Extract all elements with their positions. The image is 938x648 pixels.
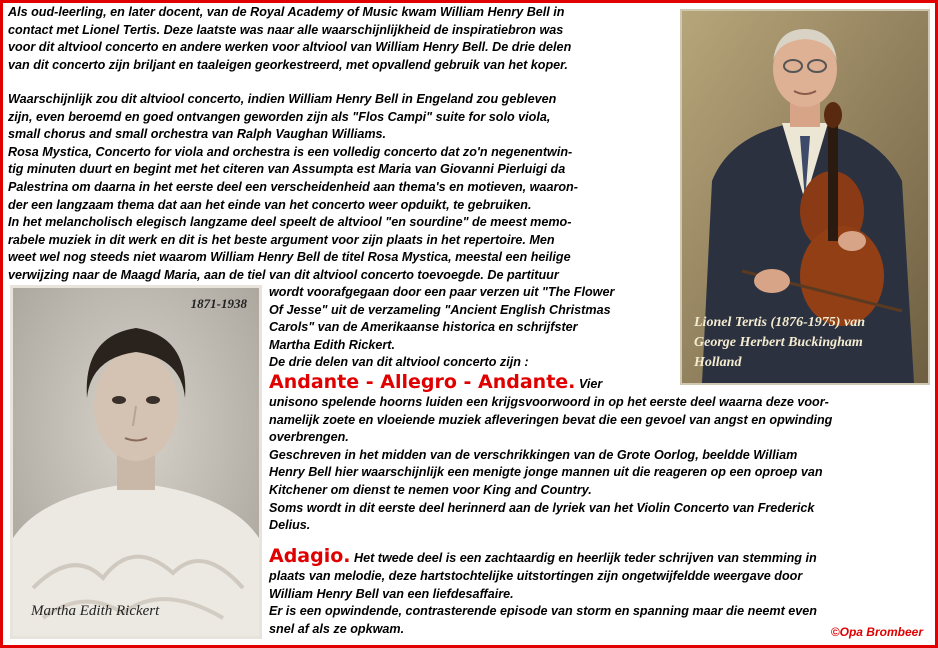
text-line: der een langzaam thema dat aan het einde van het concerto weer opduikt, te gebruiken. — [8, 197, 532, 212]
section-first-words: Vier — [575, 377, 603, 391]
caption-line: Lionel Tertis (1876-1975) van — [694, 315, 865, 330]
section-andante — [269, 370, 832, 535]
section-heading: Adagio. — [269, 545, 351, 567]
text-line: Geschreven in het midden van de verschrikkingen van de Grote Oorlog, beeldde William — [269, 447, 798, 462]
rickert-caption: Martha Edith Rickert — [31, 603, 160, 619]
copyright-notice: ©Opa Brombeer — [830, 625, 923, 639]
text-line: Als oud-leerling, en later docent, van de Royal Academy of Music kwam William Henry Bell in — [8, 5, 565, 19]
section-heading-line — [269, 544, 817, 568]
text-line: voor dit altviool concerto en andere werken voor altviool van William Henry Bell. De drie delen — [8, 40, 572, 55]
text-line: Waarschijnlijk zou dit altviool concerto, indien William Henry Bell in Engeland zou gebleven — [8, 92, 557, 106]
text-line: Kitchener om dienst te nemen voor King and Country. — [269, 482, 592, 497]
text-line: overbrengen. — [269, 430, 349, 445]
text-line: plaats van melodie, deze hartstochtelijke uitstortingen zijn ongetwijfeldde weergave door — [269, 569, 803, 583]
intro-paragraph — [8, 4, 571, 74]
text-line: Palestrina om daarna in het eerste deel een verscheidenheid aan thema's en motieven, waaron- — [8, 179, 578, 194]
text-line: Rosa Mystica, Concerto for viola and orchestra is een volledig concerto dat zo'n negenentwin- — [8, 144, 573, 159]
text-line: zijn, even beroemd en goed ontvangen geworden zijn als "Flos Campi" suite for solo viola, — [8, 109, 551, 124]
text-line: weet wel nog steeds niet waarom William Henry Bell de titel Rosa Mystica, meestal een heilige — [8, 250, 571, 265]
section-heading: Andante - Allegro - Andante. — [269, 371, 576, 393]
caption-line: Holland — [694, 355, 742, 370]
text-line: Carols" van de Amerikaanse historica en schrijfster — [269, 320, 578, 335]
text-line: Martha Edith Rickert. — [269, 337, 395, 352]
second-paragraph — [8, 91, 578, 285]
third-paragraph — [269, 284, 614, 372]
text-line: De drie delen van dit altviool concerto zijn : — [269, 355, 529, 370]
text-line: wordt voorafgegaan door een paar verzen uit "The Flower — [269, 285, 615, 299]
text-line: unisono spelende hoorns luiden een krijgsvoorwoord in op het eerste deel waarna deze voor- — [269, 395, 829, 409]
text-line: Er is een opwindende, contrasterende episode van storm en spanning maar die neemt even — [269, 604, 817, 619]
text-line: small chorus and small orchestra van Ralph Vaughan Williams. — [8, 127, 387, 142]
tertis-portrait — [680, 9, 930, 385]
text-line: Soms wordt in dit eerste deel herinnerd aan de lyriek van het Violin Concerto van Frederick — [269, 500, 815, 515]
section-adagio — [269, 544, 817, 638]
text-line: rabele muziek in dit werk en dit is het beste argument voor zijn plaats in het repertoire. Men — [8, 232, 555, 247]
caption-line: George Herbert Buckingham — [694, 335, 863, 350]
text-line: Of Jesse" uit de verzameling "Ancient English Christmas — [269, 302, 611, 317]
tertis-caption — [694, 313, 865, 373]
text-line: Henry Bell hier waarschijnlijk een menigte jonge mannen uit die reageren op een oproep van — [269, 465, 823, 480]
section-first-words: Het twede deel is een zachtaardig en heerlijk teder schrijven van stemming in — [350, 551, 817, 565]
text-line: Delius. — [269, 518, 311, 533]
rickert-photograph — [13, 288, 259, 636]
rickert-portrait — [10, 285, 262, 639]
text-line: verwijzing naar de Maagd Maria, aan de tiel van dit altviool concerto toevoegde. De partituur — [8, 267, 559, 282]
text-line: namelijk zoete en vloeiende muziek afleveringen bevat die een gevoel van angst en opwinding — [269, 412, 833, 427]
text-line: contact met Lionel Tertis. Deze laatste was naar alle waarschijnlijkheid de inspiratiebron was — [8, 22, 564, 37]
text-line: William Henry Bell van een liefdesaffaire. — [269, 586, 514, 601]
text-line: van dit concerto zijn briljant en taaleigen georkestreerd, met opvallend gebruik van het koper. — [8, 57, 568, 72]
rickert-years: 1871-1938 — [190, 296, 247, 311]
text-line: snel af als ze opkwam. — [269, 621, 405, 636]
text-line: In het melancholisch elegisch langzame deel speelt de altviool "en sourdine" de meest memo- — [8, 215, 572, 230]
text-line: tig minuten duurt en begint met het citeren van Assumpta est Maria van Giovanni Pierluigi da — [8, 162, 566, 177]
